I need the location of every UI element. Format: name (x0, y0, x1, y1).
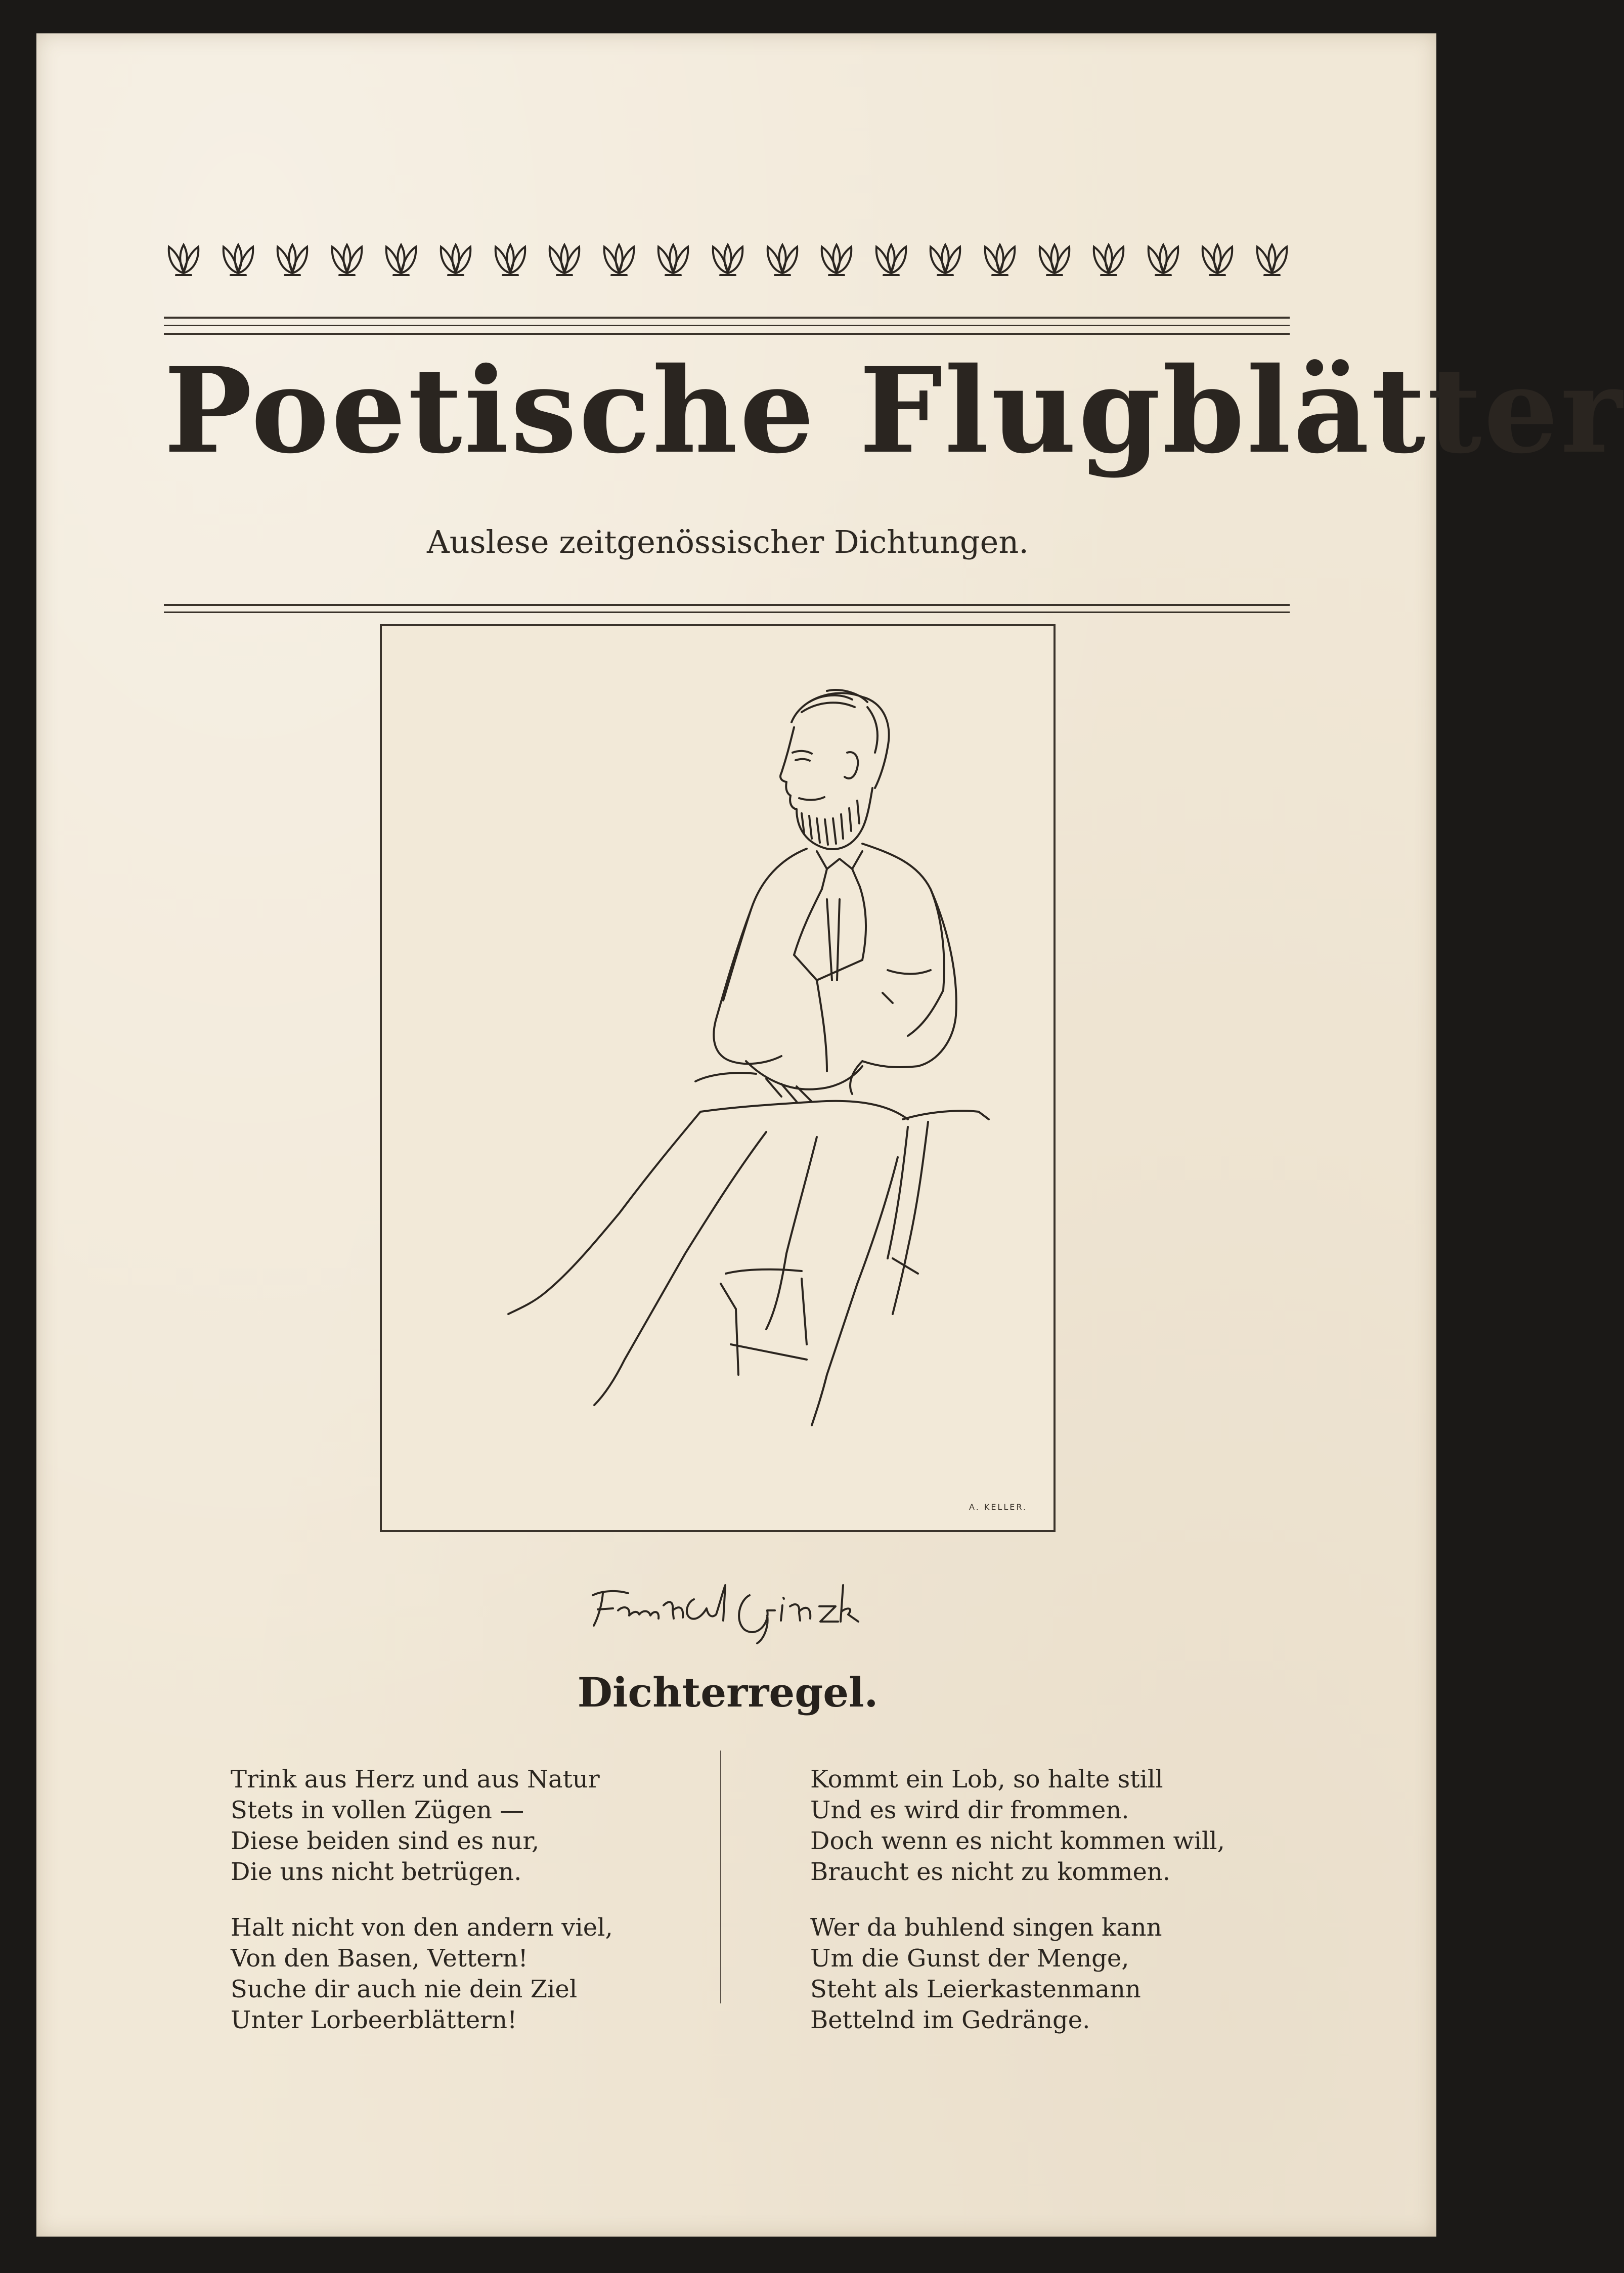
poem-left-stanza-1 (231, 1764, 600, 1888)
tulip-ornament-icon (436, 240, 475, 279)
tulip-ornament-icon (164, 240, 203, 279)
poem-left-stanza-2 (231, 1912, 613, 2036)
page-sheet (36, 33, 1624, 2237)
portrait-frame (380, 624, 1056, 1532)
poem-line: Unter Lorbeerblättern! (231, 2006, 517, 2034)
tulip-ornament-icon (926, 240, 965, 279)
tulip-ornament-icon (653, 240, 693, 279)
tulip-ornament-icon (327, 240, 367, 279)
poem-right-stanza-1 (810, 1764, 1225, 1888)
tulip-ornament-icon (980, 240, 1020, 279)
tulip-ornament-icon (1144, 240, 1183, 279)
subtitle-rule-top (164, 604, 1290, 606)
header-rule-top (164, 317, 1290, 319)
tulip-ornament-icon (817, 240, 856, 279)
poem-line: Diese beiden sind es nur, (231, 1827, 540, 1855)
tulip-ornament-icon (1035, 240, 1074, 279)
tulip-ornament-icon (491, 240, 530, 279)
poem-line: Suche dir auch nie dein Ziel (231, 1975, 578, 2003)
tulip-ornament-icon (1252, 240, 1292, 279)
poem-line: Von den Basen, Vettern! (231, 1944, 528, 1973)
tulip-ornament-icon (871, 240, 911, 279)
header-rule-middle (164, 325, 1290, 326)
tulip-ornament-icon (599, 240, 639, 279)
poem-line: Die uns nicht betrügen. (231, 1858, 522, 1886)
masthead-subtitle: Auslese zeitgenössischer Dichtungen. (427, 523, 1029, 560)
poem-line: Braucht es nicht zu kommen. (810, 1858, 1171, 1886)
subtitle-rule-bottom (164, 611, 1290, 613)
poem-line: Trink aus Herz und aus Natur (231, 1765, 600, 1794)
author-signature (583, 1575, 866, 1646)
poem-line: Doch wenn es nicht kommen will, (810, 1827, 1225, 1855)
poem-line: Bettelnd im Gedränge. (810, 2006, 1090, 2034)
tulip-ornament-icon (708, 240, 748, 279)
poem-title: Dichterregel. (577, 1669, 879, 1716)
poem-line: Halt nicht von den andern viel, (231, 1913, 613, 1942)
portrait-drawing (382, 626, 1054, 1530)
poem-line: Kommt ein Lob, so halte still (810, 1765, 1163, 1794)
poem-line: Um die Gunst der Menge, (810, 1944, 1129, 1973)
poem-right-stanza-2 (810, 1912, 1162, 2036)
ornament-border (164, 232, 1292, 287)
poem-line: Wer da buhlend singen kann (810, 1913, 1162, 1942)
masthead-title: Poetische Flugblätter (164, 341, 1624, 479)
tulip-ornament-icon (763, 240, 802, 279)
artist-credit: A. KELLER. (969, 1502, 1027, 1512)
tulip-ornament-icon (545, 240, 584, 279)
column-divider (720, 1751, 721, 2003)
tulip-ornament-icon (218, 240, 258, 279)
tulip-ornament-icon (273, 240, 312, 279)
poem-line: Und es wird dir frommen. (810, 1796, 1129, 1824)
header-rule-bottom (164, 333, 1290, 335)
tulip-ornament-icon (381, 240, 421, 279)
tulip-ornament-icon (1089, 240, 1128, 279)
poem-line: Stets in vollen Zügen — (231, 1796, 524, 1824)
tulip-ornament-icon (1198, 240, 1237, 279)
poem-line: Steht als Leierkastenmann (810, 1975, 1141, 2003)
